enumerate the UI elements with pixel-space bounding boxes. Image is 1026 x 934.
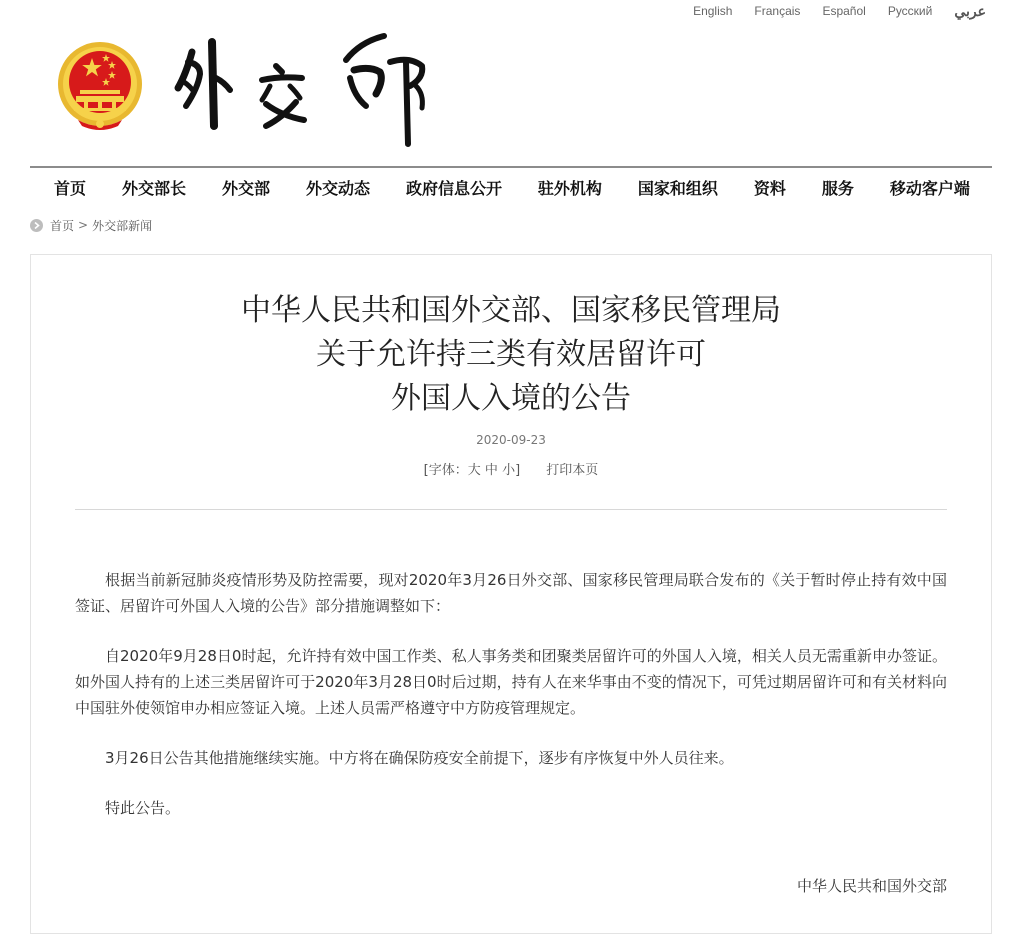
font-size-label-open: [字体： (423, 463, 468, 478)
ministry-calligraphy-logo[interactable] (170, 22, 440, 154)
font-medium-button[interactable]: 中 (484, 463, 498, 478)
divider (75, 509, 947, 510)
lang-arabic[interactable]: عربي (954, 2, 986, 19)
article-title (31, 289, 991, 421)
article-title-line: 关于允许持三类有效居留许可 (316, 337, 706, 372)
nav-resources[interactable]: 资料 (753, 178, 786, 198)
article-date: 2020-09-23 (476, 433, 546, 447)
font-size-label-close: ] (515, 463, 521, 478)
chevron-right-icon (30, 219, 43, 232)
lang-english[interactable]: English (693, 4, 733, 18)
nav-countries-orgs[interactable]: 国家和组织 (637, 178, 718, 198)
nav-missions-abroad[interactable]: 驻外机构 (537, 178, 602, 198)
print-page-button[interactable]: 打印本页 (546, 463, 599, 478)
lang-french[interactable]: Français (754, 4, 801, 18)
font-small-button[interactable]: 小 (502, 463, 516, 478)
article-body (75, 567, 947, 845)
breadcrumb (30, 216, 152, 234)
article-paragraph: 自2020年9月28日0时起，允许持有效中国工作类、私人事务类和团聚类居留许可的外国人入境，相关人员无需重新申办签证。如外国人持有的上述三类居留许可于2020年3月28日0时后过期，持有人在来华事由不变的情况下，可凭过期居留许可和有关材料向中国驻外使领馆申办相应签证入境。上述人员需严格遵守中方防疫管理规定。 (75, 647, 947, 717)
nav-services[interactable]: 服务 (821, 178, 854, 198)
nav-gov-info[interactable]: 政府信息公开 (405, 178, 502, 198)
font-large-button[interactable]: 大 (467, 463, 481, 478)
article-paragraph: 特此公告。 (105, 799, 181, 817)
article-paragraph: 3月26日公告其他措施继续实施。中方将在确保防疫安全前提下，逐步有序恢复中外人员往来。 (105, 749, 734, 767)
breadcrumb-home[interactable]: 首页 (50, 218, 75, 233)
article-signature: 中华人民共和国外交部 (796, 877, 947, 895)
breadcrumb-current[interactable]: 外交部新闻 (92, 218, 153, 233)
nav-home[interactable]: 首页 (54, 178, 87, 198)
language-bar (671, 3, 986, 19)
breadcrumb-separator: > (78, 218, 89, 232)
nav-mobile-client[interactable]: 移动客户端 (889, 178, 970, 198)
article-container (30, 254, 992, 934)
article-tools (31, 459, 991, 478)
nav-minister[interactable]: 外交部长 (121, 178, 186, 198)
main-nav (30, 166, 992, 206)
lang-spanish[interactable]: Español (822, 4, 866, 18)
article-title-line: 中华人民共和国外交部、国家移民管理局 (241, 293, 781, 328)
article-title-line: 外国人入境的公告 (391, 381, 631, 416)
lang-russian[interactable]: Русский (887, 4, 933, 18)
nav-ministry[interactable]: 外交部 (221, 178, 270, 198)
nav-diplomatic-news[interactable]: 外交动态 (305, 178, 370, 198)
national-emblem-icon[interactable] (56, 40, 144, 132)
article-paragraph: 根据当前新冠肺炎疫情形势及防控需要，现对2020年3月26日外交部、国家移民管理局联合发布的《关于暂时停止持有效中国签证、居留许可外国人入境的公告》部分措施调整如下： (75, 571, 947, 615)
